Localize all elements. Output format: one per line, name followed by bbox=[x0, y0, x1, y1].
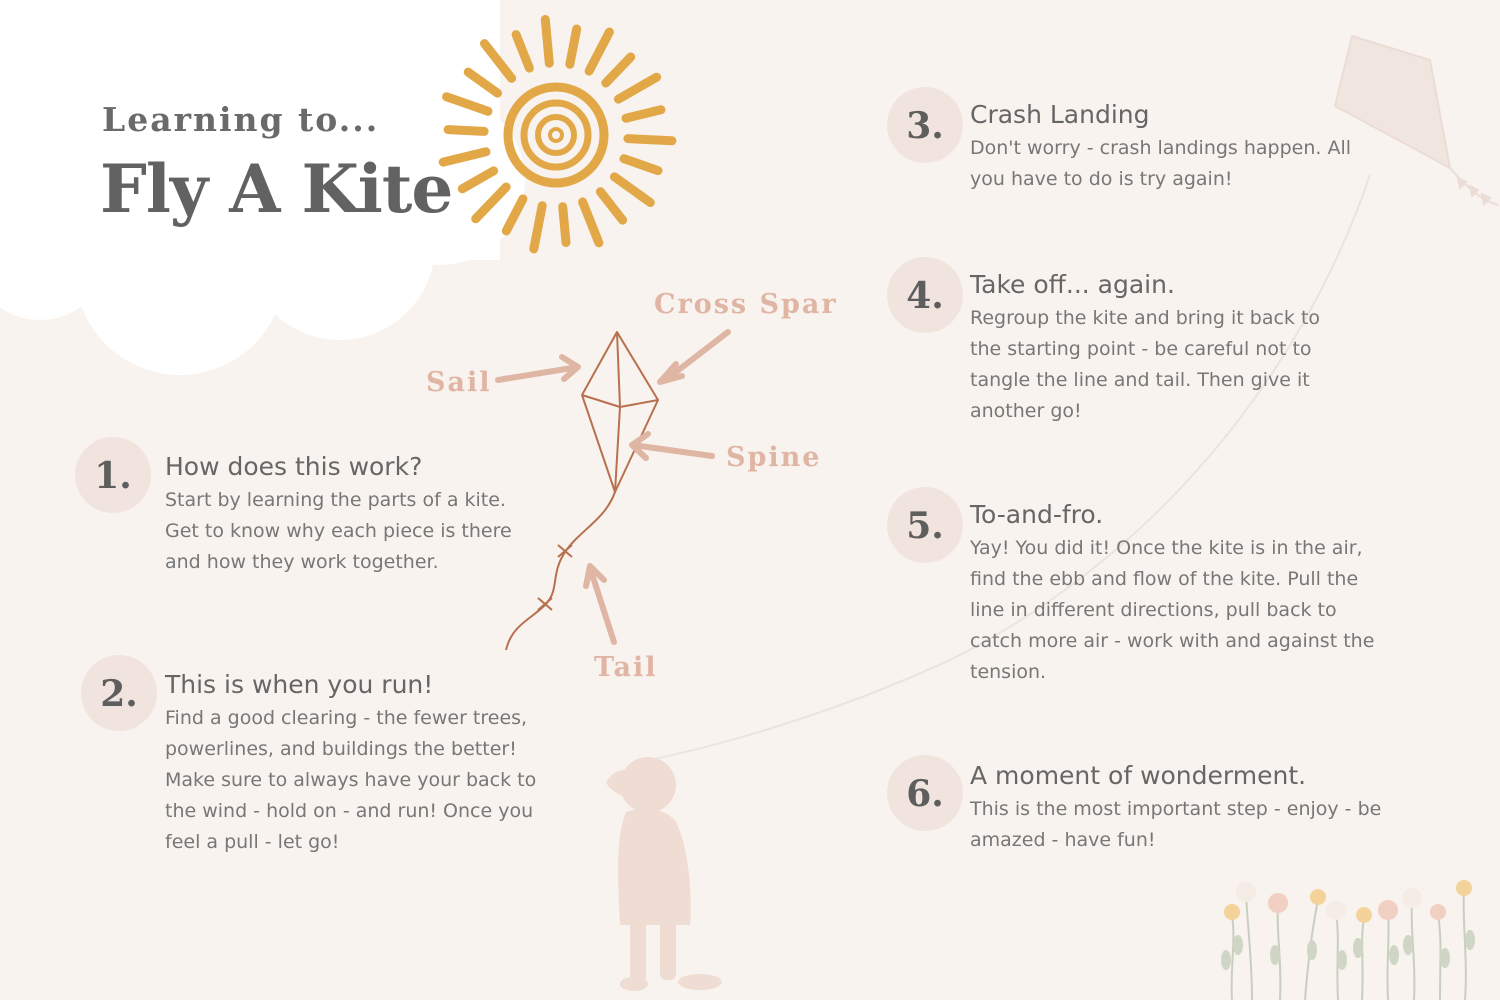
step-text: Start by learning the parts of a kite. Get to know why each piece is there and how they work together. bbox=[165, 489, 512, 573]
kite-spine bbox=[615, 332, 620, 492]
step-text: Find a good clearing - the fewer trees, powerlines, and buildings the better! Make sure to always have your back to the wind - hold on - and run! Once you feel a pull - let go! bbox=[165, 707, 537, 853]
step-heading: A moment of wonderment. bbox=[970, 761, 1307, 790]
arrow-tail bbox=[592, 574, 614, 642]
step-text: Regroup the kite and bring it back to the starting point - be careful not to tangle the line and tail. Then give it another go! bbox=[970, 307, 1321, 422]
step-heading: Crash Landing bbox=[970, 100, 1150, 129]
step-number: 1. bbox=[94, 455, 132, 497]
arrow-sail bbox=[498, 368, 572, 380]
label-spine: Spine bbox=[726, 442, 822, 473]
title-subtitle: Learning to... bbox=[102, 100, 380, 139]
label-sail: Sail bbox=[426, 367, 492, 398]
step-heading: How does this work? bbox=[165, 452, 423, 481]
tail-bow-1 bbox=[558, 545, 572, 557]
arrow-cross-spar bbox=[672, 332, 728, 375]
step-number: 4. bbox=[906, 275, 944, 317]
step-heading: This is when you run! bbox=[165, 670, 434, 699]
page-title: Fly A Kite bbox=[100, 150, 453, 228]
step-text: This is the most important step - enjoy - be amazed - have fun! bbox=[970, 798, 1382, 851]
step-text: Don't worry - crash landings happen. All you have to do is try again! bbox=[970, 137, 1352, 190]
label-tail: Tail bbox=[594, 652, 658, 683]
step-text: Yay! You did it! Once the kite is in the air, find the ebb and flow of the kite. Pull the line in different directions, pull back to catch more air - work with and against the tension. bbox=[970, 537, 1375, 683]
label-cross-spar: Cross Spar bbox=[654, 289, 838, 320]
step-heading: Take off... again. bbox=[970, 270, 1175, 299]
step-number: 3. bbox=[906, 105, 944, 147]
step-number: 2. bbox=[100, 673, 138, 715]
step-heading: To-and-fro. bbox=[970, 500, 1104, 529]
tail-bow-2 bbox=[538, 598, 552, 610]
step-number: 6. bbox=[906, 773, 944, 815]
arrow-spine bbox=[640, 446, 712, 456]
step-number: 5. bbox=[906, 505, 944, 547]
